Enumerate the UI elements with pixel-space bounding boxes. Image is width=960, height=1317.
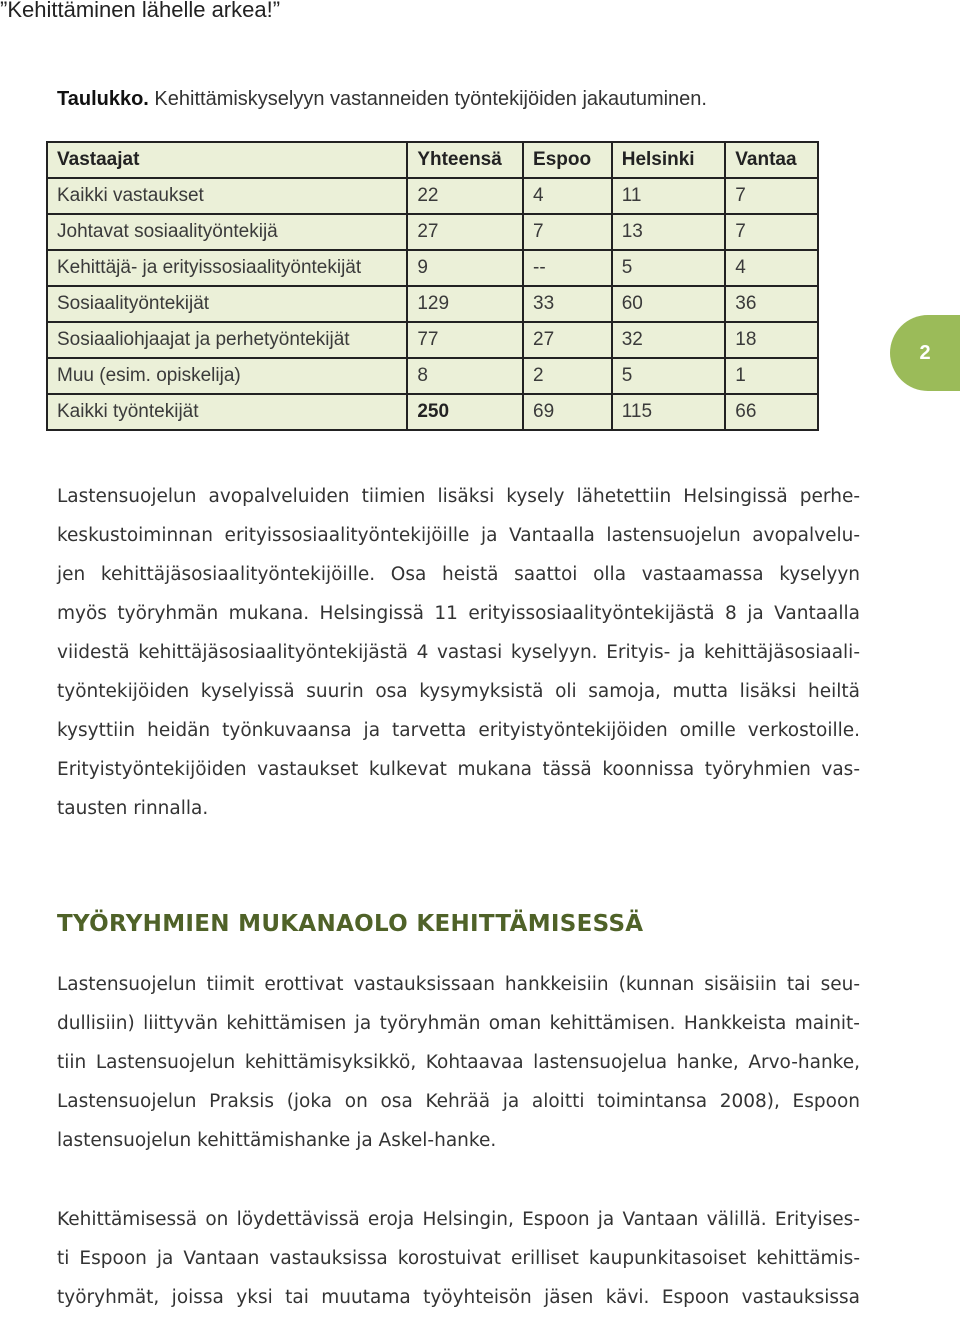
table-cell: 66 (725, 394, 818, 430)
text-line: ti Espoon ja Vantaan vastauksissa korostuivat erilliset kaupunkitasoiset kehittämis- (57, 1248, 860, 1269)
table-cell: Johtavat sosiaalityöntekijä (47, 214, 407, 250)
table-cell: 7 (725, 178, 818, 214)
table-caption (57, 88, 707, 111)
text-line: lastensuojelun kehittämishanke ja Askel-hanke. (57, 1130, 497, 1151)
table-row (47, 214, 818, 250)
text-line: Lastensuojelun avopalveluiden tiimien lisäksi kysely lähetettiin Helsingissä perhe- (57, 486, 860, 507)
table-row (47, 250, 818, 286)
text-line: viidestä kehittäjäsosiaalityöntekijästä 4 vastasi kyselyyn. Erityis- ja kehittäjäsosiaali- (57, 642, 860, 663)
text-line: tausten rinnalla. (57, 798, 209, 819)
table-cell: 115 (612, 394, 726, 430)
table-cell: 27 (523, 322, 612, 358)
table-cell: 4 (523, 178, 612, 214)
table-cell: 8 (407, 358, 523, 394)
paragraph-city-differences (57, 1200, 860, 1317)
table-cell: Kaikki työntekijät (47, 394, 407, 430)
text-line: tiin Lastensuojelun kehittämisyksikkö, Kohtaavaa lastensuojelua hanke, Arvo-hanke, (57, 1052, 860, 1073)
table-cell: 7 (725, 214, 818, 250)
table-cell: 33 (523, 286, 612, 322)
table-row (47, 178, 818, 214)
table-cell: Sosiaalityöntekijät (47, 286, 407, 322)
respondents-table (46, 141, 819, 431)
text-line: työryhmät, joissa yksi tai muutama työyhteisön jäsen kävi. Espoon vastauksissa (57, 1287, 860, 1308)
text-line: myös työryhmän mukana. Helsingissä 11 erityissosiaalityöntekijästä 8 ja Vantaalla (57, 603, 860, 624)
col-header-vantaa: Vantaa (725, 142, 818, 178)
text-line: työntekijöiden kyselyissä suurin osa kysymyksistä oli samoja, mutta lisäksi heiltä (57, 681, 860, 702)
table-cell: 7 (523, 214, 612, 250)
paragraph-survey-distribution (57, 477, 860, 828)
table-cell: 27 (407, 214, 523, 250)
paragraph-team-development (57, 965, 860, 1160)
table-cell: 4 (725, 250, 818, 286)
col-header-helsinki: Helsinki (612, 142, 726, 178)
caption-text: Kehittämiskyselyyn vastanneiden työntekijöiden jakautuminen. (148, 88, 707, 110)
table-cell: 5 (612, 250, 726, 286)
table-cell: 77 (407, 322, 523, 358)
table-cell: Kaikki vastaukset (47, 178, 407, 214)
table-cell: 69 (523, 394, 612, 430)
table-cell-total-bold: 250 (407, 394, 523, 430)
running-header: ”Kehittäminen lähelle arkea!” (0, 0, 281, 22)
text-line: Lastensuojelun Praksis (joka on osa Kehrää ja aloitti toimintansa 2008), Espoon (57, 1091, 860, 1112)
table-cell: Kehittäjä- ja erityissosiaalityöntekijät (47, 250, 407, 286)
col-header-total: Yhteensä (407, 142, 523, 178)
table-cell: Sosiaaliohjaajat ja perhetyöntekijät (47, 322, 407, 358)
col-header-espoo: Espoo (523, 142, 612, 178)
table-cell: 13 (612, 214, 726, 250)
table-cell: 11 (612, 178, 726, 214)
table-cell: 129 (407, 286, 523, 322)
text-line: Lastensuojelun tiimit erottivat vastauksissaan hankkeisiin (kunnan sisäisiin tai seu- (57, 974, 860, 995)
table-row-total (47, 394, 818, 430)
table-cell: 9 (407, 250, 523, 286)
page-number-badge: 2 (890, 315, 960, 391)
text-line: jen kehittäjäsosiaalityöntekijöille. Osa heistä saattoi olla vastaamassa kyselyyn (57, 564, 860, 585)
table-cell: 22 (407, 178, 523, 214)
table-cell: Muu (esim. opiskelija) (47, 358, 407, 394)
table-cell: 60 (612, 286, 726, 322)
table-cell: 2 (523, 358, 612, 394)
table-cell: 36 (725, 286, 818, 322)
table-cell: 32 (612, 322, 726, 358)
text-line: Erityistyöntekijöiden vastaukset kulkevat mukana tässä koonnissa työryhmien vas- (57, 759, 860, 780)
text-line: dullisiin) liittyvän kehittämisen ja työryhmän oman kehittämisen. Hankkeista mainit- (57, 1013, 860, 1034)
col-header-respondents: Vastaajat (47, 142, 407, 178)
section-heading: TYÖRYHMIEN MUKANAOLO KEHITTÄMISESSÄ (57, 911, 644, 937)
table-cell: 1 (725, 358, 818, 394)
text-line: Kehittämisessä on löydettävissä eroja Helsingin, Espoon ja Vantaan välillä. Erityises- (57, 1209, 860, 1230)
table-cell: 18 (725, 322, 818, 358)
text-line: kysyttiin heidän työnkuvaansa ja tarvetta erityistyöntekijöiden omille verkostoille. (57, 720, 860, 741)
table-row (47, 322, 818, 358)
table-row (47, 286, 818, 322)
text-line: keskustoiminnan erityissosiaalityöntekijöille ja Vantaalla lastensuojelun avopalvelu- (57, 525, 860, 546)
table-cell: -- (523, 250, 612, 286)
table-row (47, 358, 818, 394)
table-cell: 5 (612, 358, 726, 394)
table-header-row (47, 142, 818, 178)
caption-label: Taulukko. (57, 88, 149, 110)
